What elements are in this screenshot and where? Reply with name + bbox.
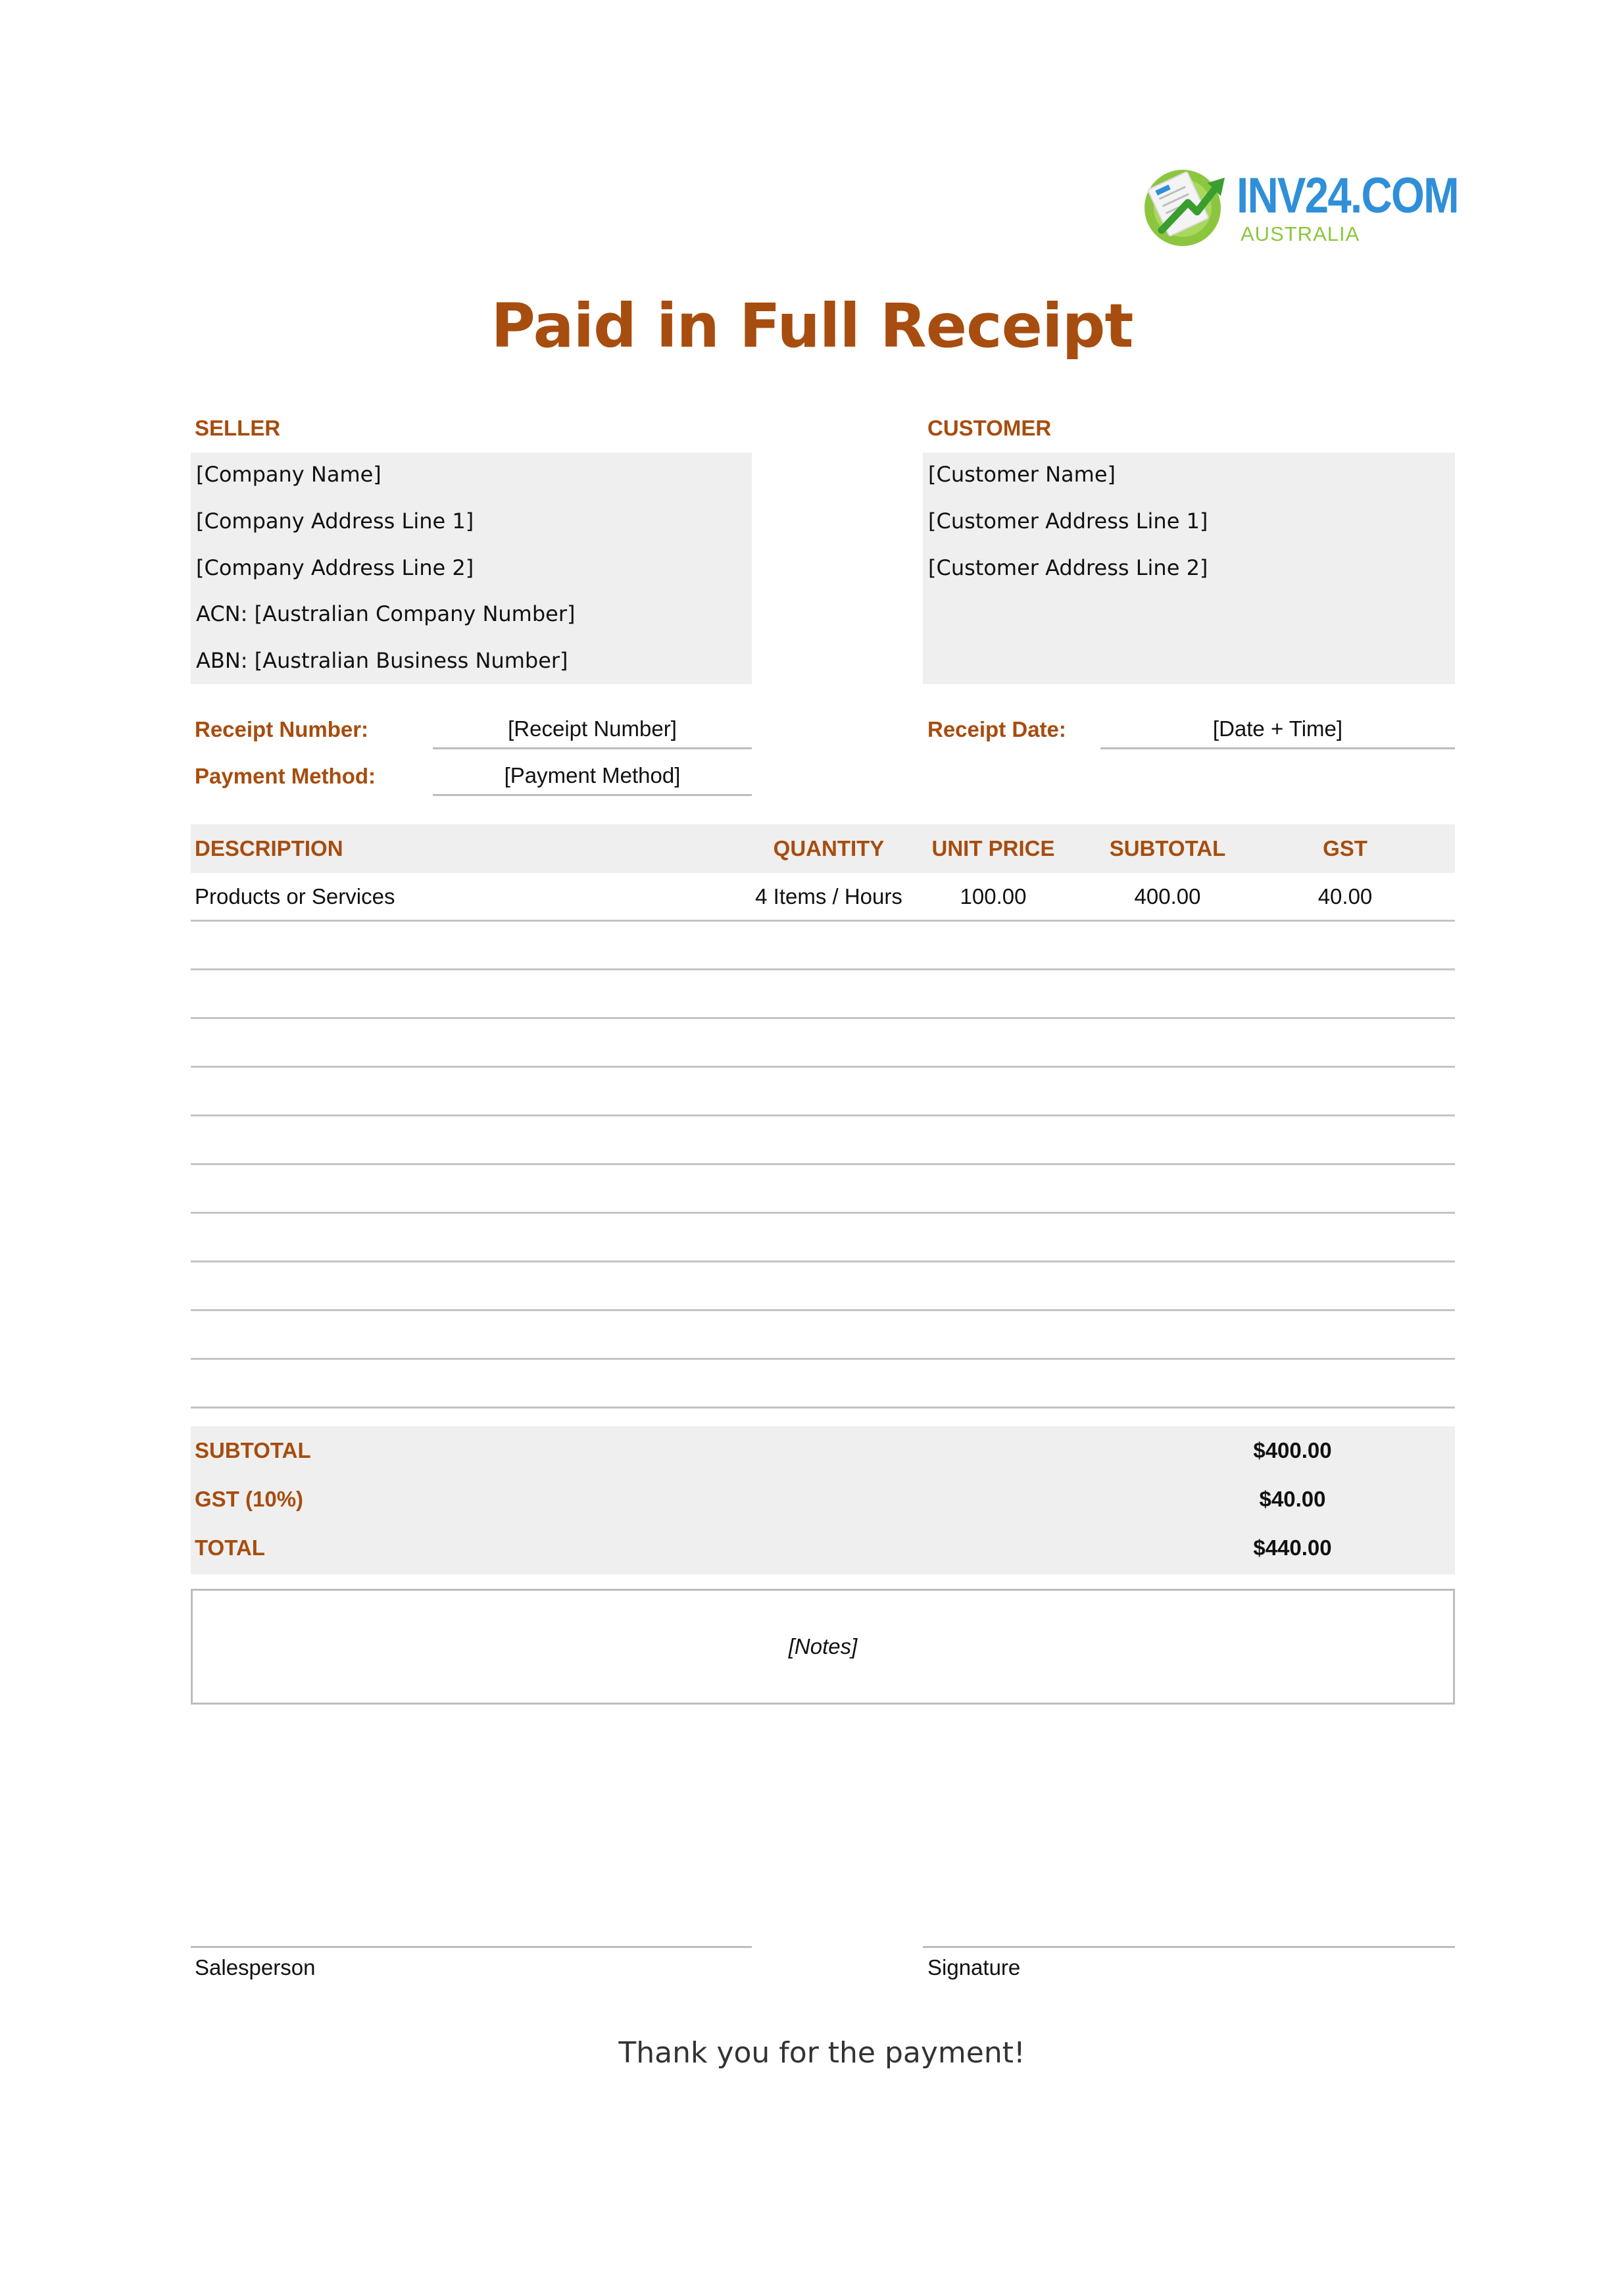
seller-box [191,453,752,684]
table-row-empty [191,1068,1455,1116]
table-row-empty [191,1214,1455,1262]
col-header-subtotal: SUBTOTAL [1109,836,1226,860]
table-row-empty [191,922,1455,970]
table-row [191,873,1455,922]
table-row-empty [191,1311,1455,1360]
customer-name: [Customer Name] [928,462,1116,487]
seller-company-name: [Company Name] [196,462,381,487]
gst-label: GST (10%) [195,1487,304,1511]
gst-value: $40.00 [1259,1487,1326,1511]
receipt-date-label: Receipt Date: [927,717,1066,741]
item-gst: 40.00 [1317,884,1373,909]
subtotal-label: SUBTOTAL [195,1438,311,1462]
payment-method-value: [Payment Method] [433,760,752,796]
table-row-empty [191,1019,1455,1068]
brand-logo [1137,157,1458,255]
thank-you-message: Thank you for the payment! [618,2036,1025,2070]
subtotal-value: $400.00 [1253,1438,1332,1462]
col-header-gst: GST [1323,836,1367,860]
receipt-number-value: [Receipt Number] [433,713,752,749]
notes-box: [Notes] [191,1589,1455,1705]
seller-address-line-2: [Company Address Line 2] [196,555,474,580]
table-row-empty [191,970,1455,1019]
customer-address-line-2: [Customer Address Line 2] [928,555,1208,580]
seller-label: SELLER [195,416,281,440]
customer-address-line-1: [Customer Address Line 1] [928,509,1208,534]
item-subtotal: 400.00 [1134,884,1201,909]
salesperson-line [191,1946,752,1948]
logo-brand-text: INV24.COM [1237,168,1458,224]
item-description: Products or Services [195,884,395,909]
total-label: TOTAL [195,1535,265,1560]
payment-method-label: Payment Method: [195,764,376,788]
col-header-unit-price: UNIT PRICE [931,836,1055,860]
total-value: $440.00 [1253,1535,1332,1560]
receipt-number-label: Receipt Number: [195,717,369,741]
totals-box [191,1426,1455,1574]
logo-sub-text: AUSTRALIA [1241,222,1360,245]
table-row-empty [191,1116,1455,1165]
salesperson-label: Salesperson [195,1955,316,1980]
customer-box [923,453,1455,684]
receipt-date-value: [Date + Time] [1100,713,1455,749]
item-quantity: 4 Items / Hours [755,884,902,909]
item-unit-price: 100.00 [960,884,1027,909]
seller-address-line-1: [Company Address Line 1] [196,509,474,534]
items-table-header [191,824,1455,873]
table-row-empty [191,1262,1455,1311]
logo-emblem-icon [1137,157,1235,255]
seller-acn: ACN: [Australian Company Number] [196,601,576,626]
customer-label: CUSTOMER [927,416,1052,440]
signature-label: Signature [927,1955,1021,1980]
signature-line [923,1946,1455,1948]
table-row-empty [191,1360,1455,1409]
page-title: Paid in Full Receipt [491,291,1133,361]
col-header-description: DESCRIPTION [195,836,343,860]
table-row-empty [191,1165,1455,1214]
seller-abn: ABN: [Australian Business Number] [196,648,568,673]
col-header-quantity: QUANTITY [773,836,885,860]
